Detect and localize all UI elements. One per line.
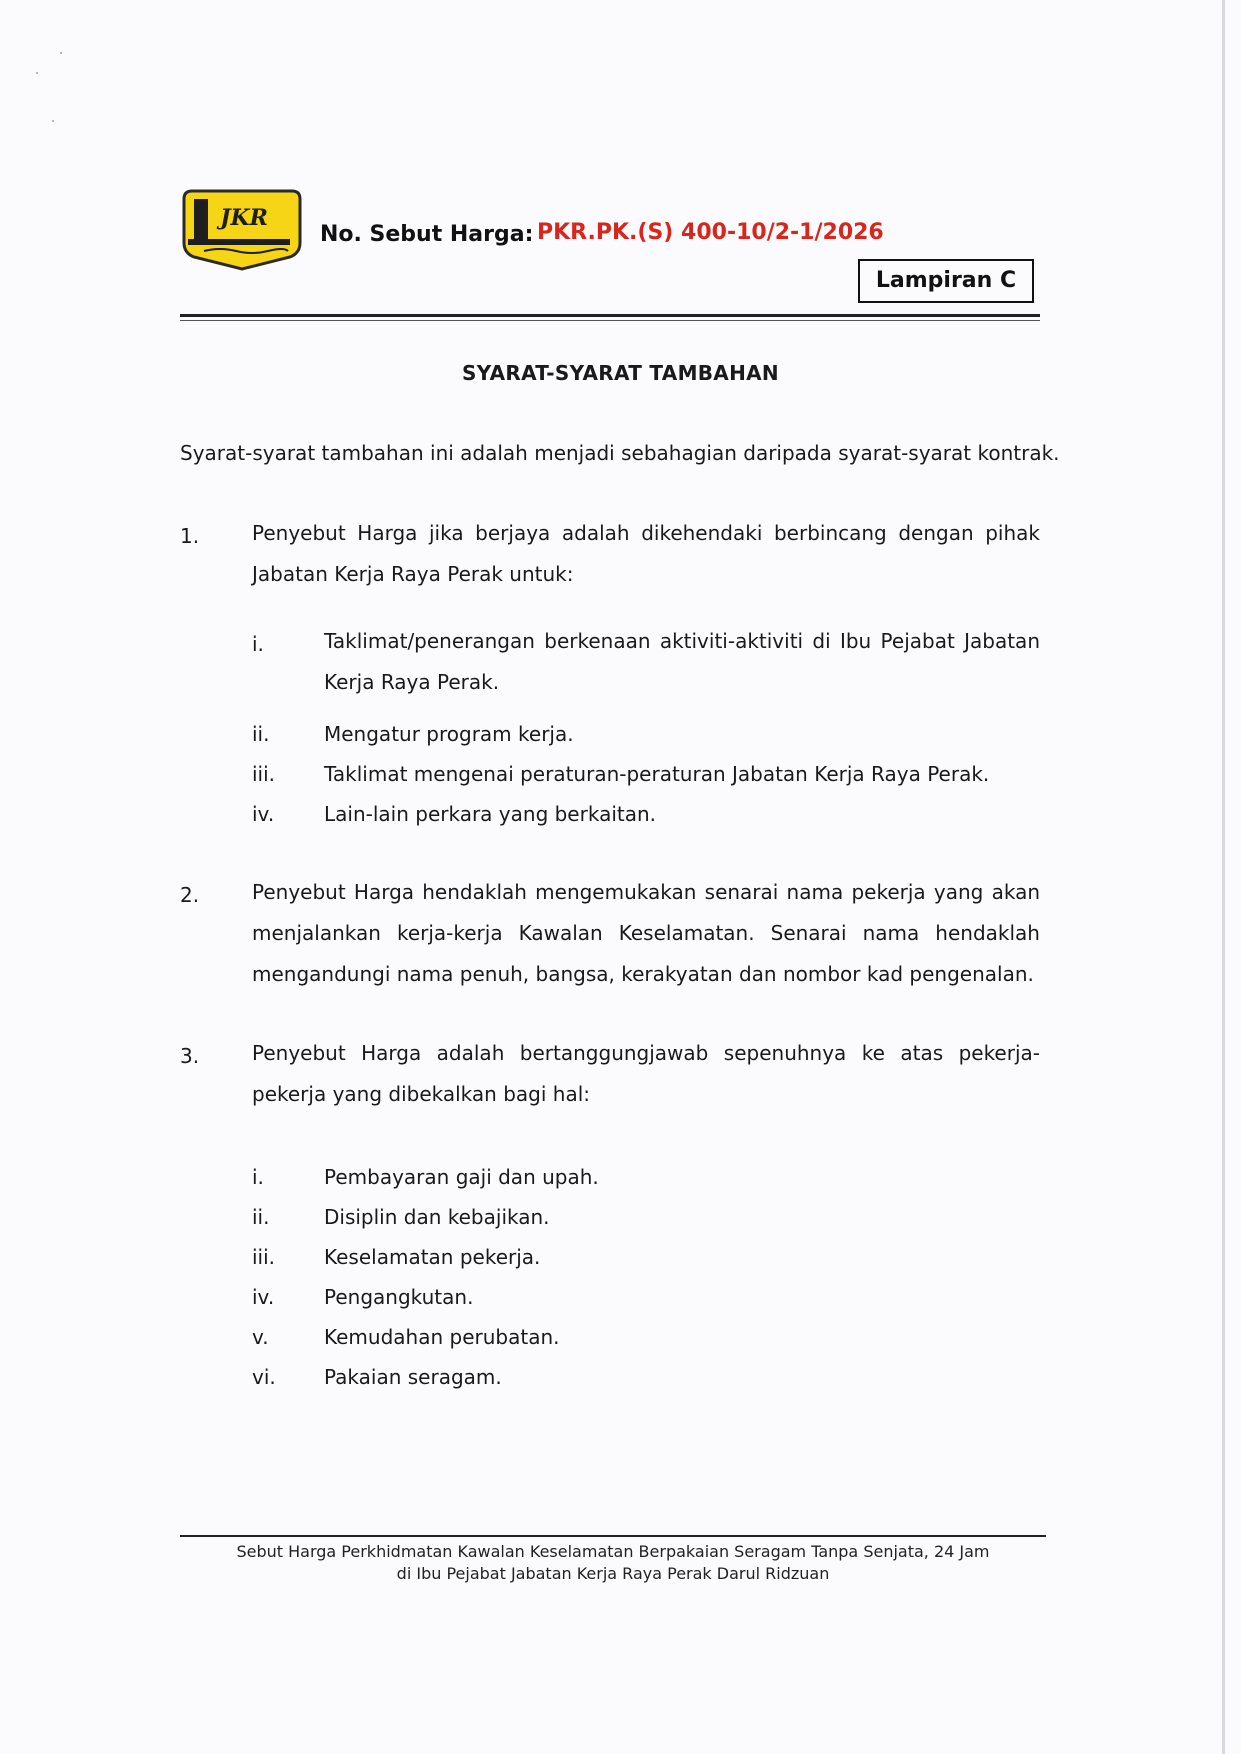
item-text: Pakaian seragam. <box>324 1365 502 1389</box>
scan-speck <box>36 72 38 74</box>
clause-number: 1. <box>180 524 200 548</box>
intro-paragraph: Syarat-syarat tambahan ini adalah menjadi sebahagian daripada syarat-syarat kontrak. <box>180 441 1060 465</box>
item-text: Lain-lain perkara yang berkaitan. <box>324 802 657 826</box>
quotation-number: PKR.PK.(S) 400-10/2-1/2026 <box>537 220 884 245</box>
item-text: Taklimat mengenai peraturan-peraturan Jabatan Kerja Raya Perak. <box>324 762 990 786</box>
jkr-logo <box>180 187 304 271</box>
footer-line: Sebut Harga Perkhidmatan Kawalan Keselamatan Berpakaian Seragam Tanpa Senjata, 24 Jam <box>236 1542 990 1561</box>
clause-number: 3. <box>180 1044 200 1068</box>
item-numeral: vi. <box>252 1365 276 1389</box>
logo-text: JKR <box>220 205 268 231</box>
item-text: Kemudahan perubatan. <box>324 1325 560 1349</box>
clause-text: Penyebut Harga hendaklah mengemukakan senarai nama pekerja yang akan menjalankan kerja-kerja Kawalan Keselamatan. Senarai nama hendaklah mengandungi nama penuh, bangsa, kerakyatan dan nombor kad pengenalan. <box>252 880 1040 986</box>
page-footer <box>180 1541 1046 1585</box>
item-numeral: ii. <box>252 722 270 746</box>
scan-edge <box>1222 0 1225 1754</box>
document-title: SYARAT-SYARAT TAMBAHAN <box>462 361 779 385</box>
clause-number: 2. <box>180 883 200 907</box>
item-numeral: iii. <box>252 762 276 786</box>
attachment-label: Lampiran C <box>858 259 1034 303</box>
item-text: Disiplin dan kebajikan. <box>324 1205 550 1229</box>
item-text: Keselamatan pekerja. <box>324 1245 541 1269</box>
item-numeral: i. <box>252 632 264 656</box>
jkr-logo-icon <box>180 187 304 271</box>
item-text: Pengangkutan. <box>324 1285 474 1309</box>
item-numeral: iii. <box>252 1245 276 1269</box>
header-divider <box>180 314 1040 317</box>
item-text: Taklimat/penerangan berkenaan aktiviti-aktiviti di Ibu Pejabat Jabatan Kerja Raya Perak. <box>324 629 1040 694</box>
item-numeral: iv. <box>252 1285 275 1309</box>
item-numeral: ii. <box>252 1205 270 1229</box>
footer-line: di Ibu Pejabat Jabatan Kerja Raya Perak Darul Ridzuan <box>396 1564 830 1583</box>
item-text: Pembayaran gaji dan upah. <box>324 1165 599 1189</box>
header-divider-thin <box>180 320 1040 321</box>
scan-speck <box>52 120 54 122</box>
clause-text: Penyebut Harga adalah bertanggungjawab sepenuhnya ke atas pekerja-pekerja yang dibekalkan bagi hal: <box>252 1041 1040 1106</box>
footer-divider <box>180 1535 1046 1537</box>
item-numeral: v. <box>252 1325 269 1349</box>
clause-text: Penyebut Harga jika berjaya adalah dikehendaki berbincang dengan pihak Jabatan Kerja Raya Perak untuk: <box>252 521 1040 586</box>
item-text: Mengatur program kerja. <box>324 722 574 746</box>
quotation-label: No. Sebut Harga: <box>320 222 534 247</box>
item-numeral: i. <box>252 1165 264 1189</box>
scan-speck <box>60 52 62 54</box>
item-numeral: iv. <box>252 802 275 826</box>
